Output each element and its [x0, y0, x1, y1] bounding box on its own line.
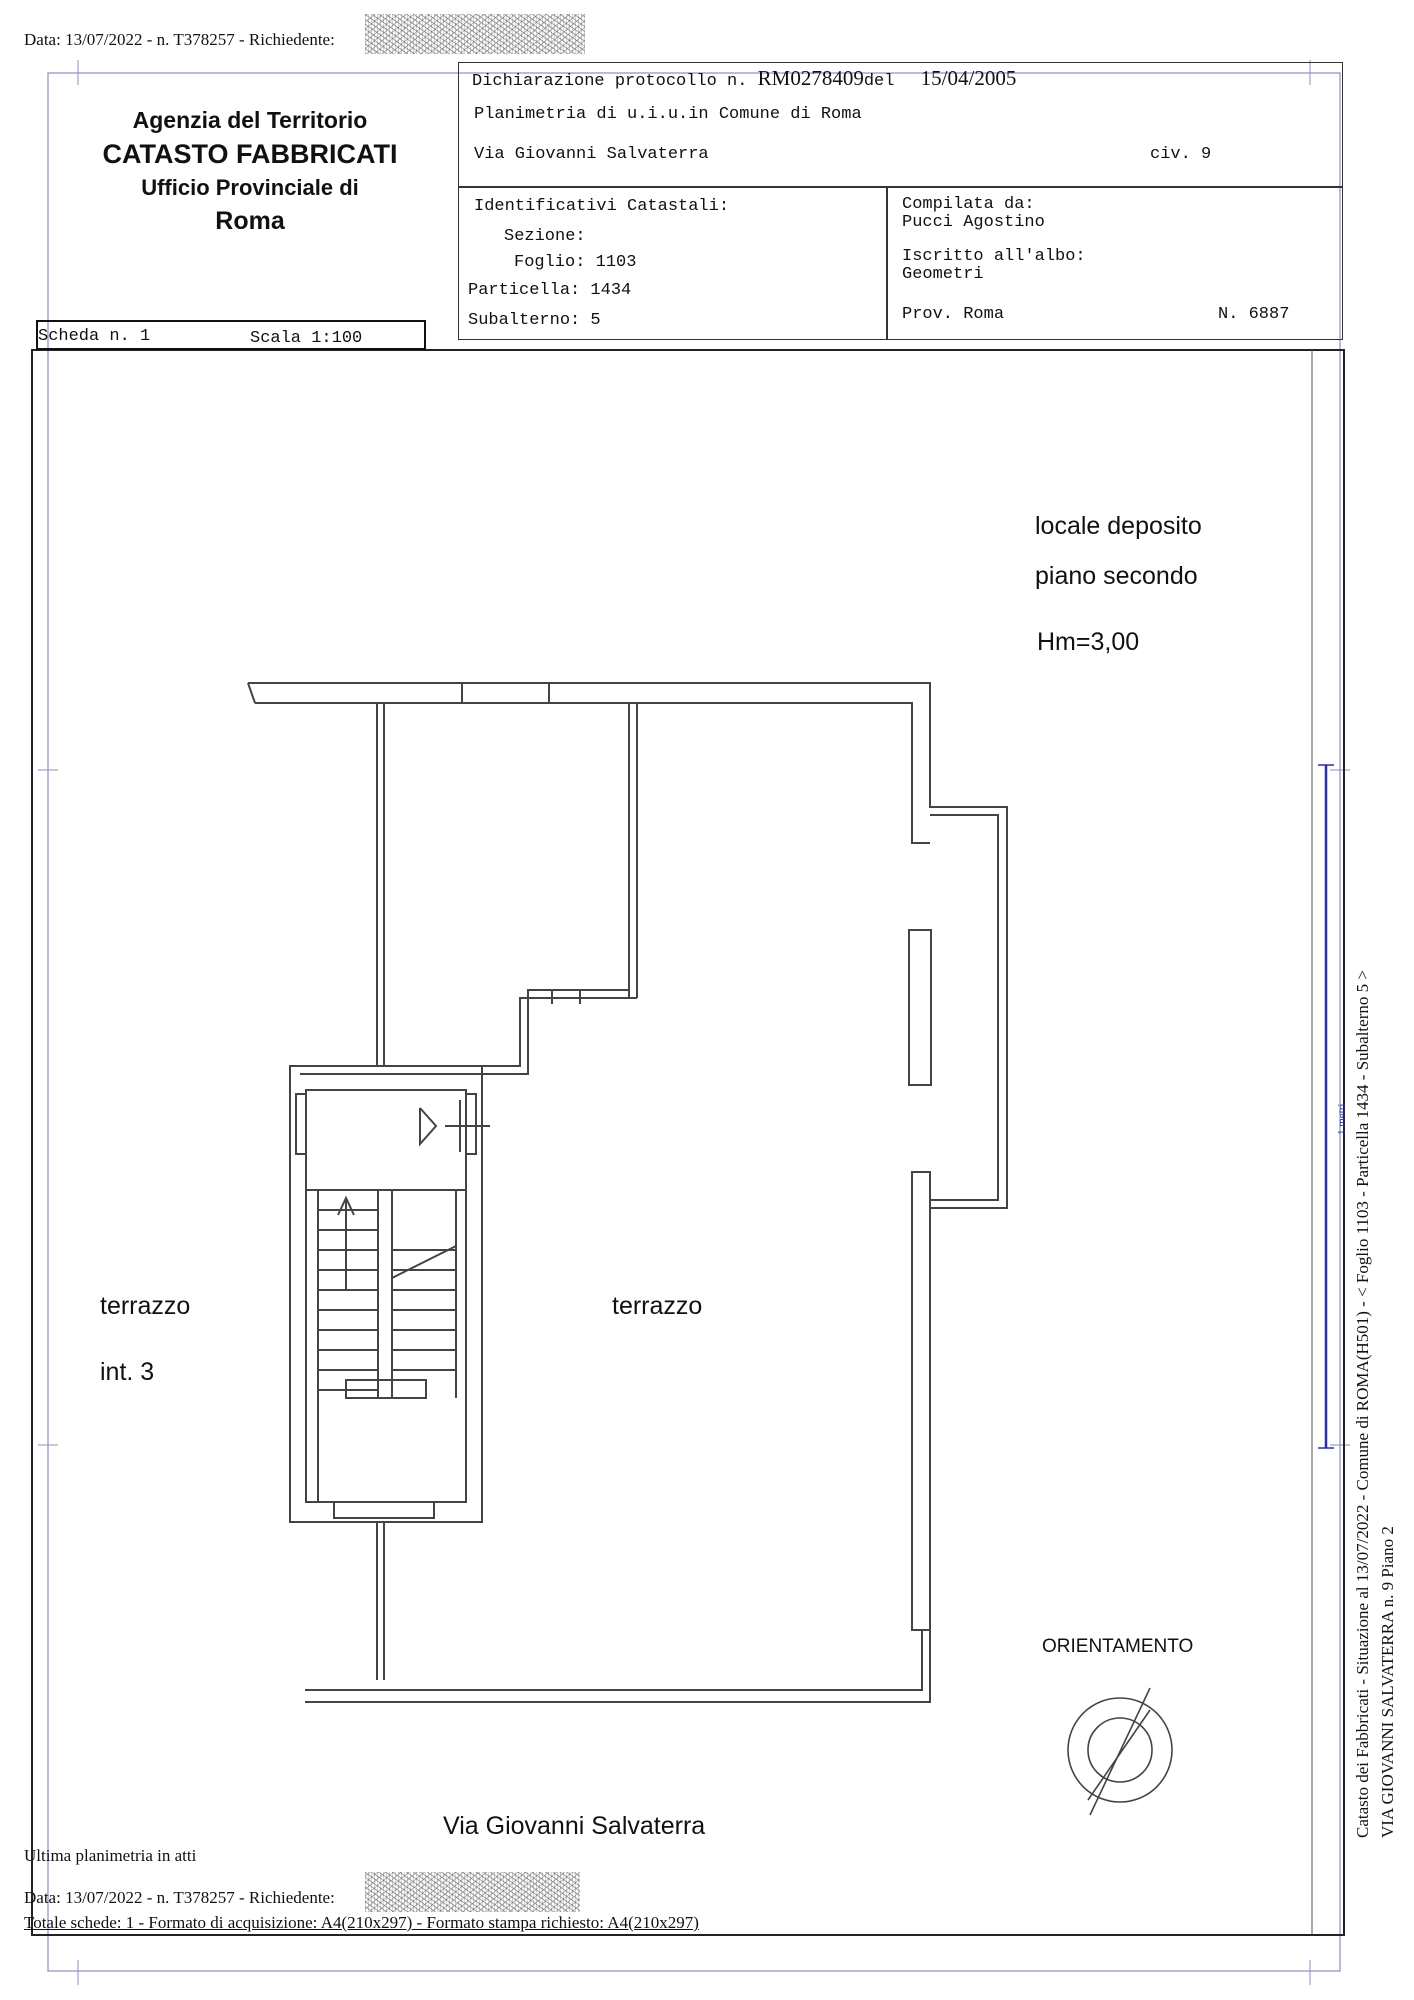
terrace-center-label: terrazzo — [612, 1292, 703, 1320]
right-pillar — [909, 930, 931, 1085]
stairwell — [306, 1090, 466, 1502]
subalterno: Subalterno: 5 — [468, 311, 601, 330]
planimetry-line: Planimetria di u.i.u.in Comune di Roma — [474, 105, 862, 124]
stair-flight-left — [318, 1190, 378, 1398]
right-bay-inner — [930, 815, 998, 1200]
scheda-number: Scheda n. 1 — [38, 327, 151, 346]
register-number: N. 6887 — [1218, 305, 1290, 324]
top-wall — [248, 683, 936, 807]
agency-catasto: CATASTO FABBRICATI — [102, 139, 398, 169]
street-bottom-label: Via Giovanni Salvaterra — [443, 1812, 706, 1840]
scale: Scala 1:100 — [250, 329, 363, 348]
agency-office: Ufficio Provinciale di — [141, 175, 359, 200]
province: Prov. Roma — [902, 305, 1005, 324]
bottom-wall — [305, 1630, 922, 1690]
particella: Particella: 1434 — [468, 281, 632, 300]
identifiers-title: Identificativi Catastali: — [474, 197, 730, 216]
side-caption-line2: VIA GIOVANNI SALVATERRA n. 9 Piano 2 — [1378, 1526, 1397, 1838]
terrace-left-label: terrazzo — [100, 1292, 191, 1320]
right-bay — [930, 807, 1007, 1208]
agency-name: Agenzia del Territorio — [132, 107, 368, 133]
room-label: locale deposito — [1035, 512, 1202, 540]
stair-flight-right — [392, 1190, 456, 1398]
declaration-date: 15/04/2005 — [920, 66, 1017, 90]
scale-bar-stamp: 1 metri — [1336, 1103, 1348, 1135]
floor-label: piano secondo — [1035, 562, 1198, 590]
right-wall-lower — [912, 1172, 930, 1630]
side-caption-line1: Catasto dei Fabbricati - Situazione al 13/07/2022 - Comune di ROMA(H501) - < Foglio 1103 - Particella 1434 - Subalterno 5 > — [1353, 970, 1372, 1838]
top-request-text: Data: 13/07/2022 - n. T378257 - Richiedente: — [24, 30, 335, 49]
terrace-left-int: int. 3 — [100, 1358, 155, 1386]
top-window — [462, 683, 549, 703]
declaration-prefix: Dichiarazione protocollo n. — [472, 72, 748, 91]
street-line: Via Giovanni Salvaterra — [474, 145, 709, 164]
agency-city: Roma — [215, 207, 285, 235]
del-label: del — [863, 72, 895, 91]
footer-data-line: Data: 13/07/2022 - n. T378257 - Richiedente: — [24, 1888, 335, 1907]
footer-totals: Totale schede: 1 - Formato di acquisizione: A4(210x297) - Formato stampa richiesto: A4(210x297) — [24, 1913, 699, 1932]
orientation-label: ORIENTAMENTO — [1042, 1636, 1194, 1657]
last-plan-note: Ultima planimetria in atti — [24, 1846, 197, 1865]
registered-label: Iscritto all'albo: — [902, 247, 1086, 266]
sezione: Sezione: — [504, 227, 586, 246]
top-wall-inner — [255, 703, 930, 843]
stair-bottom-window — [334, 1502, 434, 1518]
compass-symbol — [1068, 1688, 1172, 1815]
compiler-name: Pucci Agostino — [902, 213, 1045, 232]
foglio: Foglio: 1103 — [514, 253, 637, 272]
door-symbol — [420, 1108, 436, 1144]
height-label: Hm=3,00 — [1037, 628, 1140, 656]
compiled-by-label: Compilata da: — [902, 195, 1035, 214]
civic-number: civ. 9 — [1150, 145, 1212, 164]
redacted-requester-bottom — [365, 1872, 580, 1912]
protocol-number: RM0278409 — [757, 66, 864, 90]
profession: Geometri — [902, 265, 984, 284]
